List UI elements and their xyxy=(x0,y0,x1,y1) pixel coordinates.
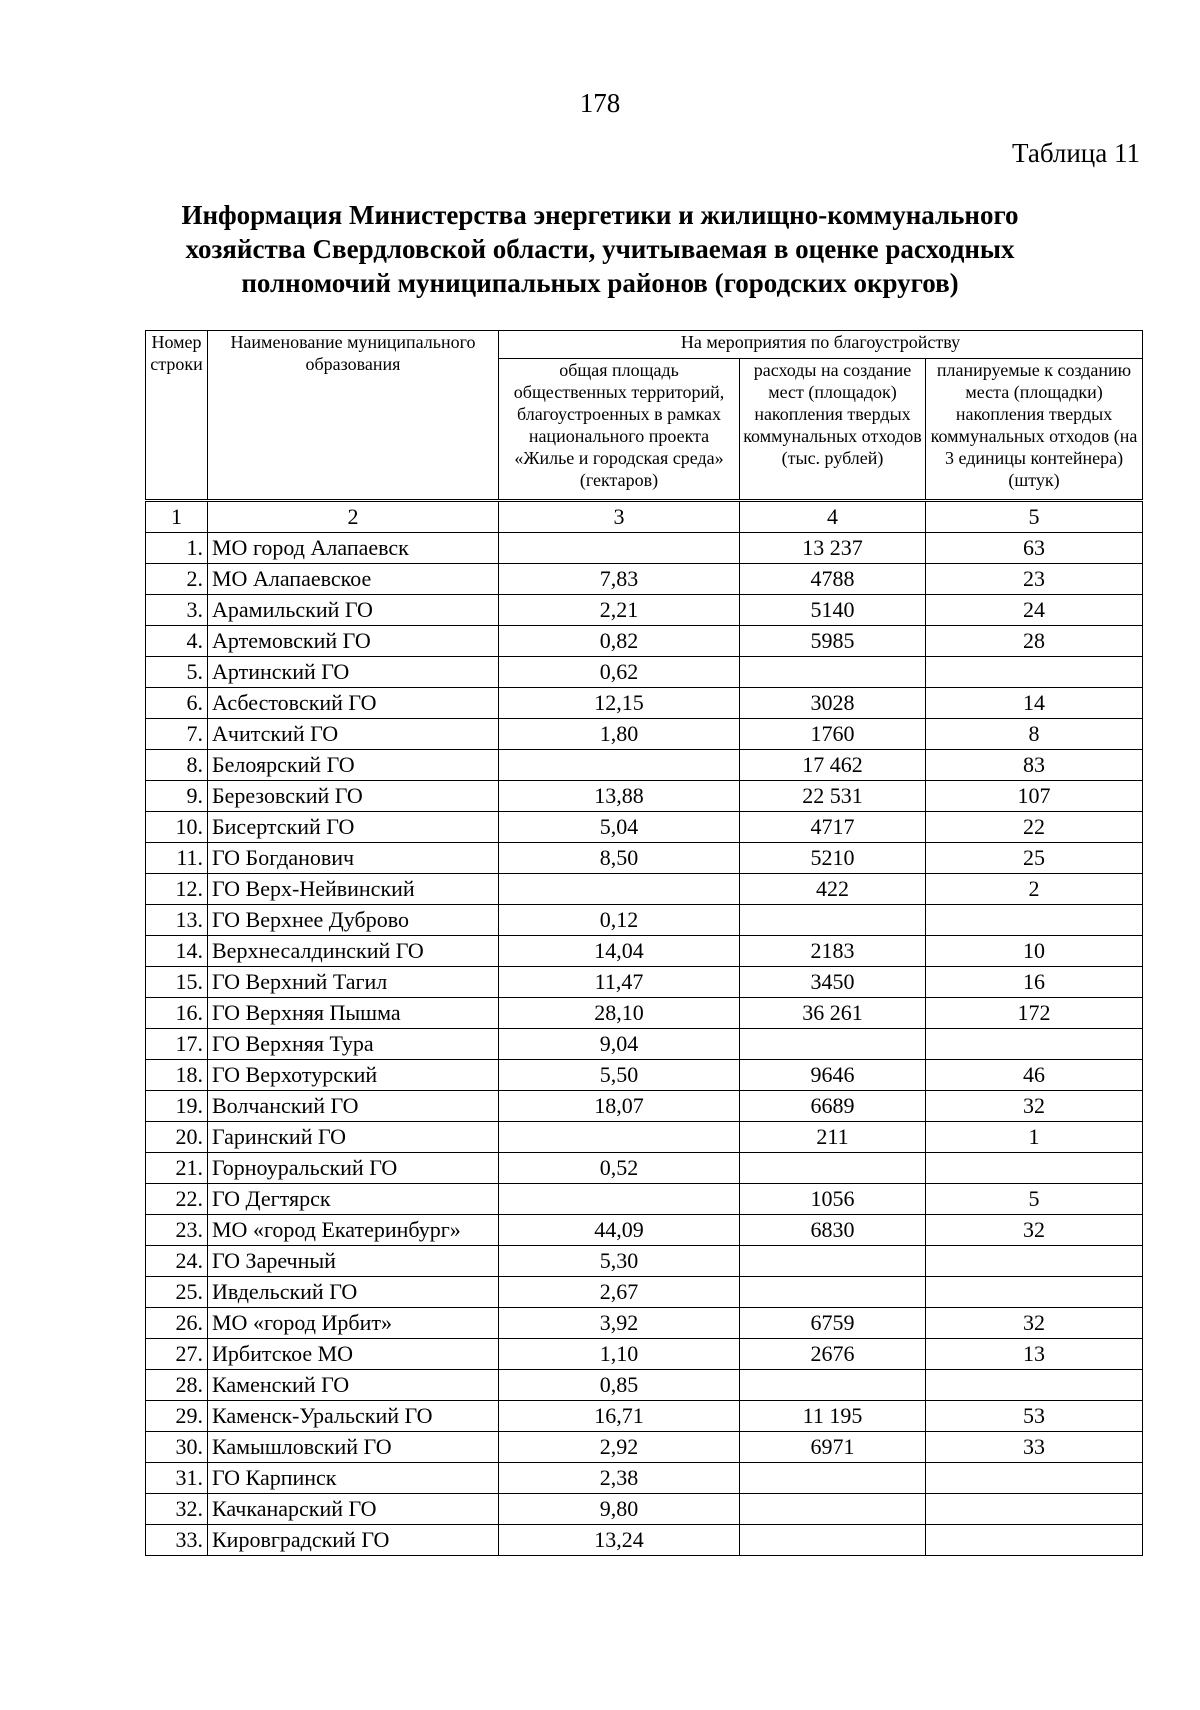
area-cell: 14,04 xyxy=(499,936,740,967)
area-cell xyxy=(499,874,740,905)
table-row xyxy=(146,1060,1143,1091)
page-number: 178 xyxy=(579,88,621,118)
municipality-name-cell: МО «город Ирбит» xyxy=(208,1308,499,1339)
sites-cell xyxy=(926,1463,1143,1494)
table-row xyxy=(146,1246,1143,1277)
municipality-name-cell: ГО Верхняя Тура xyxy=(208,1029,499,1060)
area-cell xyxy=(499,750,740,781)
table-row xyxy=(146,688,1143,719)
table-label: Таблица 11 xyxy=(1012,138,1140,168)
row-number-cell: 32. xyxy=(146,1494,208,1525)
table-row xyxy=(146,1215,1143,1246)
cost-cell: 36 261 xyxy=(740,998,926,1029)
row-number-cell: 15. xyxy=(146,967,208,998)
area-cell: 16,71 xyxy=(499,1401,740,1432)
row-number-cell: 17. xyxy=(146,1029,208,1060)
row-number-cell: 11. xyxy=(146,843,208,874)
municipality-name-cell: Ирбитское МО xyxy=(208,1339,499,1370)
municipality-name-cell: Качканарский ГО xyxy=(208,1494,499,1525)
cost-cell xyxy=(740,1525,926,1556)
row-number-cell: 21. xyxy=(146,1153,208,1184)
row-number-cell: 8. xyxy=(146,750,208,781)
area-cell: 9,80 xyxy=(499,1494,740,1525)
cost-cell: 5140 xyxy=(740,595,926,626)
sites-cell xyxy=(926,1277,1143,1308)
cost-cell: 4717 xyxy=(740,812,926,843)
area-cell: 7,83 xyxy=(499,564,740,595)
sites-cell: 16 xyxy=(926,967,1143,998)
cost-cell: 211 xyxy=(740,1122,926,1153)
sites-cell: 2 xyxy=(926,874,1143,905)
row-number-cell: 13. xyxy=(146,905,208,936)
table-row xyxy=(146,936,1143,967)
sites-cell: 32 xyxy=(926,1308,1143,1339)
table-row xyxy=(146,1029,1143,1060)
municipality-name-cell: Камышловский ГО xyxy=(208,1432,499,1463)
row-number-cell: 1. xyxy=(146,533,208,564)
row-number-cell: 33. xyxy=(146,1525,208,1556)
sites-cell: 83 xyxy=(926,750,1143,781)
cost-cell xyxy=(740,1153,926,1184)
table-row xyxy=(146,843,1143,874)
cost-cell: 2676 xyxy=(740,1339,926,1370)
municipality-name-cell: МО Алапаевское xyxy=(208,564,499,595)
header-index-row xyxy=(146,501,1143,533)
sites-cell xyxy=(926,1246,1143,1277)
sites-cell: 172 xyxy=(926,998,1143,1029)
row-number-cell: 14. xyxy=(146,936,208,967)
row-number-cell: 12. xyxy=(146,874,208,905)
header-col5: планируемые к созданию места (площадки) накопления твердых коммунальных отходов (на 3 единицы контейнера) (штук) xyxy=(926,359,1143,501)
table-row xyxy=(146,750,1143,781)
municipality-name-cell: МО «город Екатеринбург» xyxy=(208,1215,499,1246)
area-cell: 13,88 xyxy=(499,781,740,812)
area-cell xyxy=(499,1122,740,1153)
header-group: На мероприятия по благоустройству xyxy=(499,331,1143,359)
cost-cell: 5985 xyxy=(740,626,926,657)
cost-cell xyxy=(740,1029,926,1060)
sites-cell xyxy=(926,905,1143,936)
table-row xyxy=(146,1370,1143,1401)
municipality-name-cell: Бисертский ГО xyxy=(208,812,499,843)
area-cell: 5,50 xyxy=(499,1060,740,1091)
table-row xyxy=(146,967,1143,998)
area-cell: 44,09 xyxy=(499,1215,740,1246)
row-number-cell: 23. xyxy=(146,1215,208,1246)
sites-cell xyxy=(926,1153,1143,1184)
row-number-cell: 20. xyxy=(146,1122,208,1153)
table-row xyxy=(146,1525,1143,1556)
municipality-name-cell: Ивдельский ГО xyxy=(208,1277,499,1308)
sites-cell: 53 xyxy=(926,1401,1143,1432)
area-cell: 2,67 xyxy=(499,1277,740,1308)
cost-cell: 13 237 xyxy=(740,533,926,564)
municipality-name-cell: Асбестовский ГО xyxy=(208,688,499,719)
area-cell: 0,52 xyxy=(499,1153,740,1184)
sites-cell xyxy=(926,657,1143,688)
area-cell: 5,04 xyxy=(499,812,740,843)
cost-cell: 6689 xyxy=(740,1091,926,1122)
municipality-name-cell: Ачитский ГО xyxy=(208,719,499,750)
table-row xyxy=(146,1339,1143,1370)
municipality-name-cell: Верхнесалдинский ГО xyxy=(208,936,499,967)
municipality-name-cell: Белоярский ГО xyxy=(208,750,499,781)
row-number-cell: 25. xyxy=(146,1277,208,1308)
cost-cell: 1056 xyxy=(740,1184,926,1215)
cost-cell: 1760 xyxy=(740,719,926,750)
table-row xyxy=(146,1184,1143,1215)
table-row xyxy=(146,1401,1143,1432)
area-cell: 2,21 xyxy=(499,595,740,626)
table-row xyxy=(146,905,1143,936)
row-number-cell: 18. xyxy=(146,1060,208,1091)
municipality-name-cell: ГО Карпинск xyxy=(208,1463,499,1494)
cost-cell: 6759 xyxy=(740,1308,926,1339)
row-number-cell: 29. xyxy=(146,1401,208,1432)
row-number-cell: 6. xyxy=(146,688,208,719)
row-number-cell: 2. xyxy=(146,564,208,595)
municipality-name-cell: ГО Верх-Нейвинский xyxy=(208,874,499,905)
area-cell: 0,85 xyxy=(499,1370,740,1401)
municipality-name-cell: Артемовский ГО xyxy=(208,626,499,657)
sites-cell: 5 xyxy=(926,1184,1143,1215)
header-name: Наименование муниципального образования xyxy=(208,331,499,501)
table-row xyxy=(146,781,1143,812)
area-cell: 1,80 xyxy=(499,719,740,750)
cost-cell: 22 531 xyxy=(740,781,926,812)
header-col3: общая площадь общественных территорий, благоустроенных в рамках национального проекта «Жилье и городская среда» (гектаров) xyxy=(499,359,740,501)
table-row xyxy=(146,1153,1143,1184)
area-cell: 1,10 xyxy=(499,1339,740,1370)
row-number-cell: 19. xyxy=(146,1091,208,1122)
table-row xyxy=(146,1308,1143,1339)
municipality-name-cell: Арамильский ГО xyxy=(208,595,499,626)
area-cell: 2,38 xyxy=(499,1463,740,1494)
row-number-cell: 26. xyxy=(146,1308,208,1339)
cost-cell xyxy=(740,1277,926,1308)
header-index: 1 xyxy=(146,501,208,533)
municipality-name-cell: Гаринский ГО xyxy=(208,1122,499,1153)
cost-cell: 3028 xyxy=(740,688,926,719)
area-cell: 3,92 xyxy=(499,1308,740,1339)
area-cell xyxy=(499,1184,740,1215)
table-row xyxy=(146,1494,1143,1525)
sites-cell: 32 xyxy=(926,1215,1143,1246)
municipality-name-cell: ГО Дегтярск xyxy=(208,1184,499,1215)
sites-cell xyxy=(926,1370,1143,1401)
cost-cell xyxy=(740,1246,926,1277)
sites-cell: 33 xyxy=(926,1432,1143,1463)
table-row xyxy=(146,874,1143,905)
cost-cell xyxy=(740,1463,926,1494)
cost-cell: 422 xyxy=(740,874,926,905)
cost-cell: 17 462 xyxy=(740,750,926,781)
table-row xyxy=(146,626,1143,657)
cost-cell: 11 195 xyxy=(740,1401,926,1432)
area-cell: 28,10 xyxy=(499,998,740,1029)
sites-cell: 13 xyxy=(926,1339,1143,1370)
area-cell: 0,82 xyxy=(499,626,740,657)
area-cell: 0,62 xyxy=(499,657,740,688)
cost-cell xyxy=(740,1494,926,1525)
table-row xyxy=(146,595,1143,626)
header-index: 2 xyxy=(208,501,499,533)
sites-cell: 10 xyxy=(926,936,1143,967)
cost-cell: 9646 xyxy=(740,1060,926,1091)
table-row xyxy=(146,998,1143,1029)
row-number-cell: 16. xyxy=(146,998,208,1029)
municipality-name-cell: Волчанский ГО xyxy=(208,1091,499,1122)
table-row xyxy=(146,564,1143,595)
area-cell: 11,47 xyxy=(499,967,740,998)
table-body xyxy=(146,533,1143,1556)
municipality-name-cell: ГО Верхний Тагил xyxy=(208,967,499,998)
cost-cell: 2183 xyxy=(740,936,926,967)
cost-cell xyxy=(740,905,926,936)
sites-cell: 24 xyxy=(926,595,1143,626)
header-index: 5 xyxy=(926,501,1143,533)
municipality-name-cell: Артинский ГО xyxy=(208,657,499,688)
row-number-cell: 27. xyxy=(146,1339,208,1370)
sites-cell: 25 xyxy=(926,843,1143,874)
header-index: 3 xyxy=(499,501,740,533)
row-number-cell: 5. xyxy=(146,657,208,688)
row-number-cell: 24. xyxy=(146,1246,208,1277)
area-cell: 13,24 xyxy=(499,1525,740,1556)
sites-cell: 23 xyxy=(926,564,1143,595)
table-row xyxy=(146,533,1143,564)
municipality-name-cell: ГО Заречный xyxy=(208,1246,499,1277)
area-cell: 12,15 xyxy=(499,688,740,719)
municipality-name-cell: ГО Верхняя Пышма xyxy=(208,998,499,1029)
table-row xyxy=(146,1277,1143,1308)
sites-cell: 22 xyxy=(926,812,1143,843)
municipality-name-cell: МО город Алапаевск xyxy=(208,533,499,564)
municipality-name-cell: Каменск-Уральский ГО xyxy=(208,1401,499,1432)
row-number-cell: 9. xyxy=(146,781,208,812)
area-cell: 8,50 xyxy=(499,843,740,874)
table-row xyxy=(146,1091,1143,1122)
area-cell xyxy=(499,533,740,564)
table-row xyxy=(146,1463,1143,1494)
sites-cell: 14 xyxy=(926,688,1143,719)
row-number-cell: 31. xyxy=(146,1463,208,1494)
municipality-name-cell: Горноуральский ГО xyxy=(208,1153,499,1184)
area-cell: 0,12 xyxy=(499,905,740,936)
sites-cell: 1 xyxy=(926,1122,1143,1153)
cost-cell: 6830 xyxy=(740,1215,926,1246)
sites-cell xyxy=(926,1029,1143,1060)
municipality-name-cell: ГО Верхотурский xyxy=(208,1060,499,1091)
sites-cell: 32 xyxy=(926,1091,1143,1122)
table-header xyxy=(146,331,1143,533)
header-row-number: Номер строки xyxy=(146,331,208,501)
area-cell: 18,07 xyxy=(499,1091,740,1122)
row-number-cell: 28. xyxy=(146,1370,208,1401)
area-cell: 5,30 xyxy=(499,1246,740,1277)
row-number-cell: 10. xyxy=(146,812,208,843)
cost-cell xyxy=(740,1370,926,1401)
row-number-cell: 4. xyxy=(146,626,208,657)
table-row xyxy=(146,812,1143,843)
row-number-cell: 7. xyxy=(146,719,208,750)
area-cell: 2,92 xyxy=(499,1432,740,1463)
cost-cell: 3450 xyxy=(740,967,926,998)
area-cell: 9,04 xyxy=(499,1029,740,1060)
table-row xyxy=(146,1122,1143,1153)
data-table xyxy=(145,330,1143,1556)
sites-cell xyxy=(926,1525,1143,1556)
municipality-name-cell: Кировградский ГО xyxy=(208,1525,499,1556)
cost-cell: 6971 xyxy=(740,1432,926,1463)
row-number-cell: 3. xyxy=(146,595,208,626)
header-col4: расходы на создание мест (площадок) накопления твердых коммунальных отходов (тыс. рублей) xyxy=(740,359,926,501)
sites-cell: 8 xyxy=(926,719,1143,750)
row-number-cell: 22. xyxy=(146,1184,208,1215)
table-row xyxy=(146,1432,1143,1463)
cost-cell xyxy=(740,657,926,688)
header-index: 4 xyxy=(740,501,926,533)
municipality-name-cell: ГО Богданович xyxy=(208,843,499,874)
sites-cell: 63 xyxy=(926,533,1143,564)
cost-cell: 4788 xyxy=(740,564,926,595)
cost-cell: 5210 xyxy=(740,843,926,874)
table-row xyxy=(146,657,1143,688)
municipality-name-cell: Каменский ГО xyxy=(208,1370,499,1401)
municipality-name-cell: Березовский ГО xyxy=(208,781,499,812)
document-title: Информация Министерства энергетики и жилищно-коммунального хозяйства Свердловской области, учитываемая в оценке расходных полномочий муниципальных районов (городских округов) xyxy=(181,200,1019,298)
sites-cell: 46 xyxy=(926,1060,1143,1091)
row-number-cell: 30. xyxy=(146,1432,208,1463)
municipality-name-cell: ГО Верхнее Дуброво xyxy=(208,905,499,936)
sites-cell xyxy=(926,1494,1143,1525)
sites-cell: 28 xyxy=(926,626,1143,657)
sites-cell: 107 xyxy=(926,781,1143,812)
table-row xyxy=(146,719,1143,750)
